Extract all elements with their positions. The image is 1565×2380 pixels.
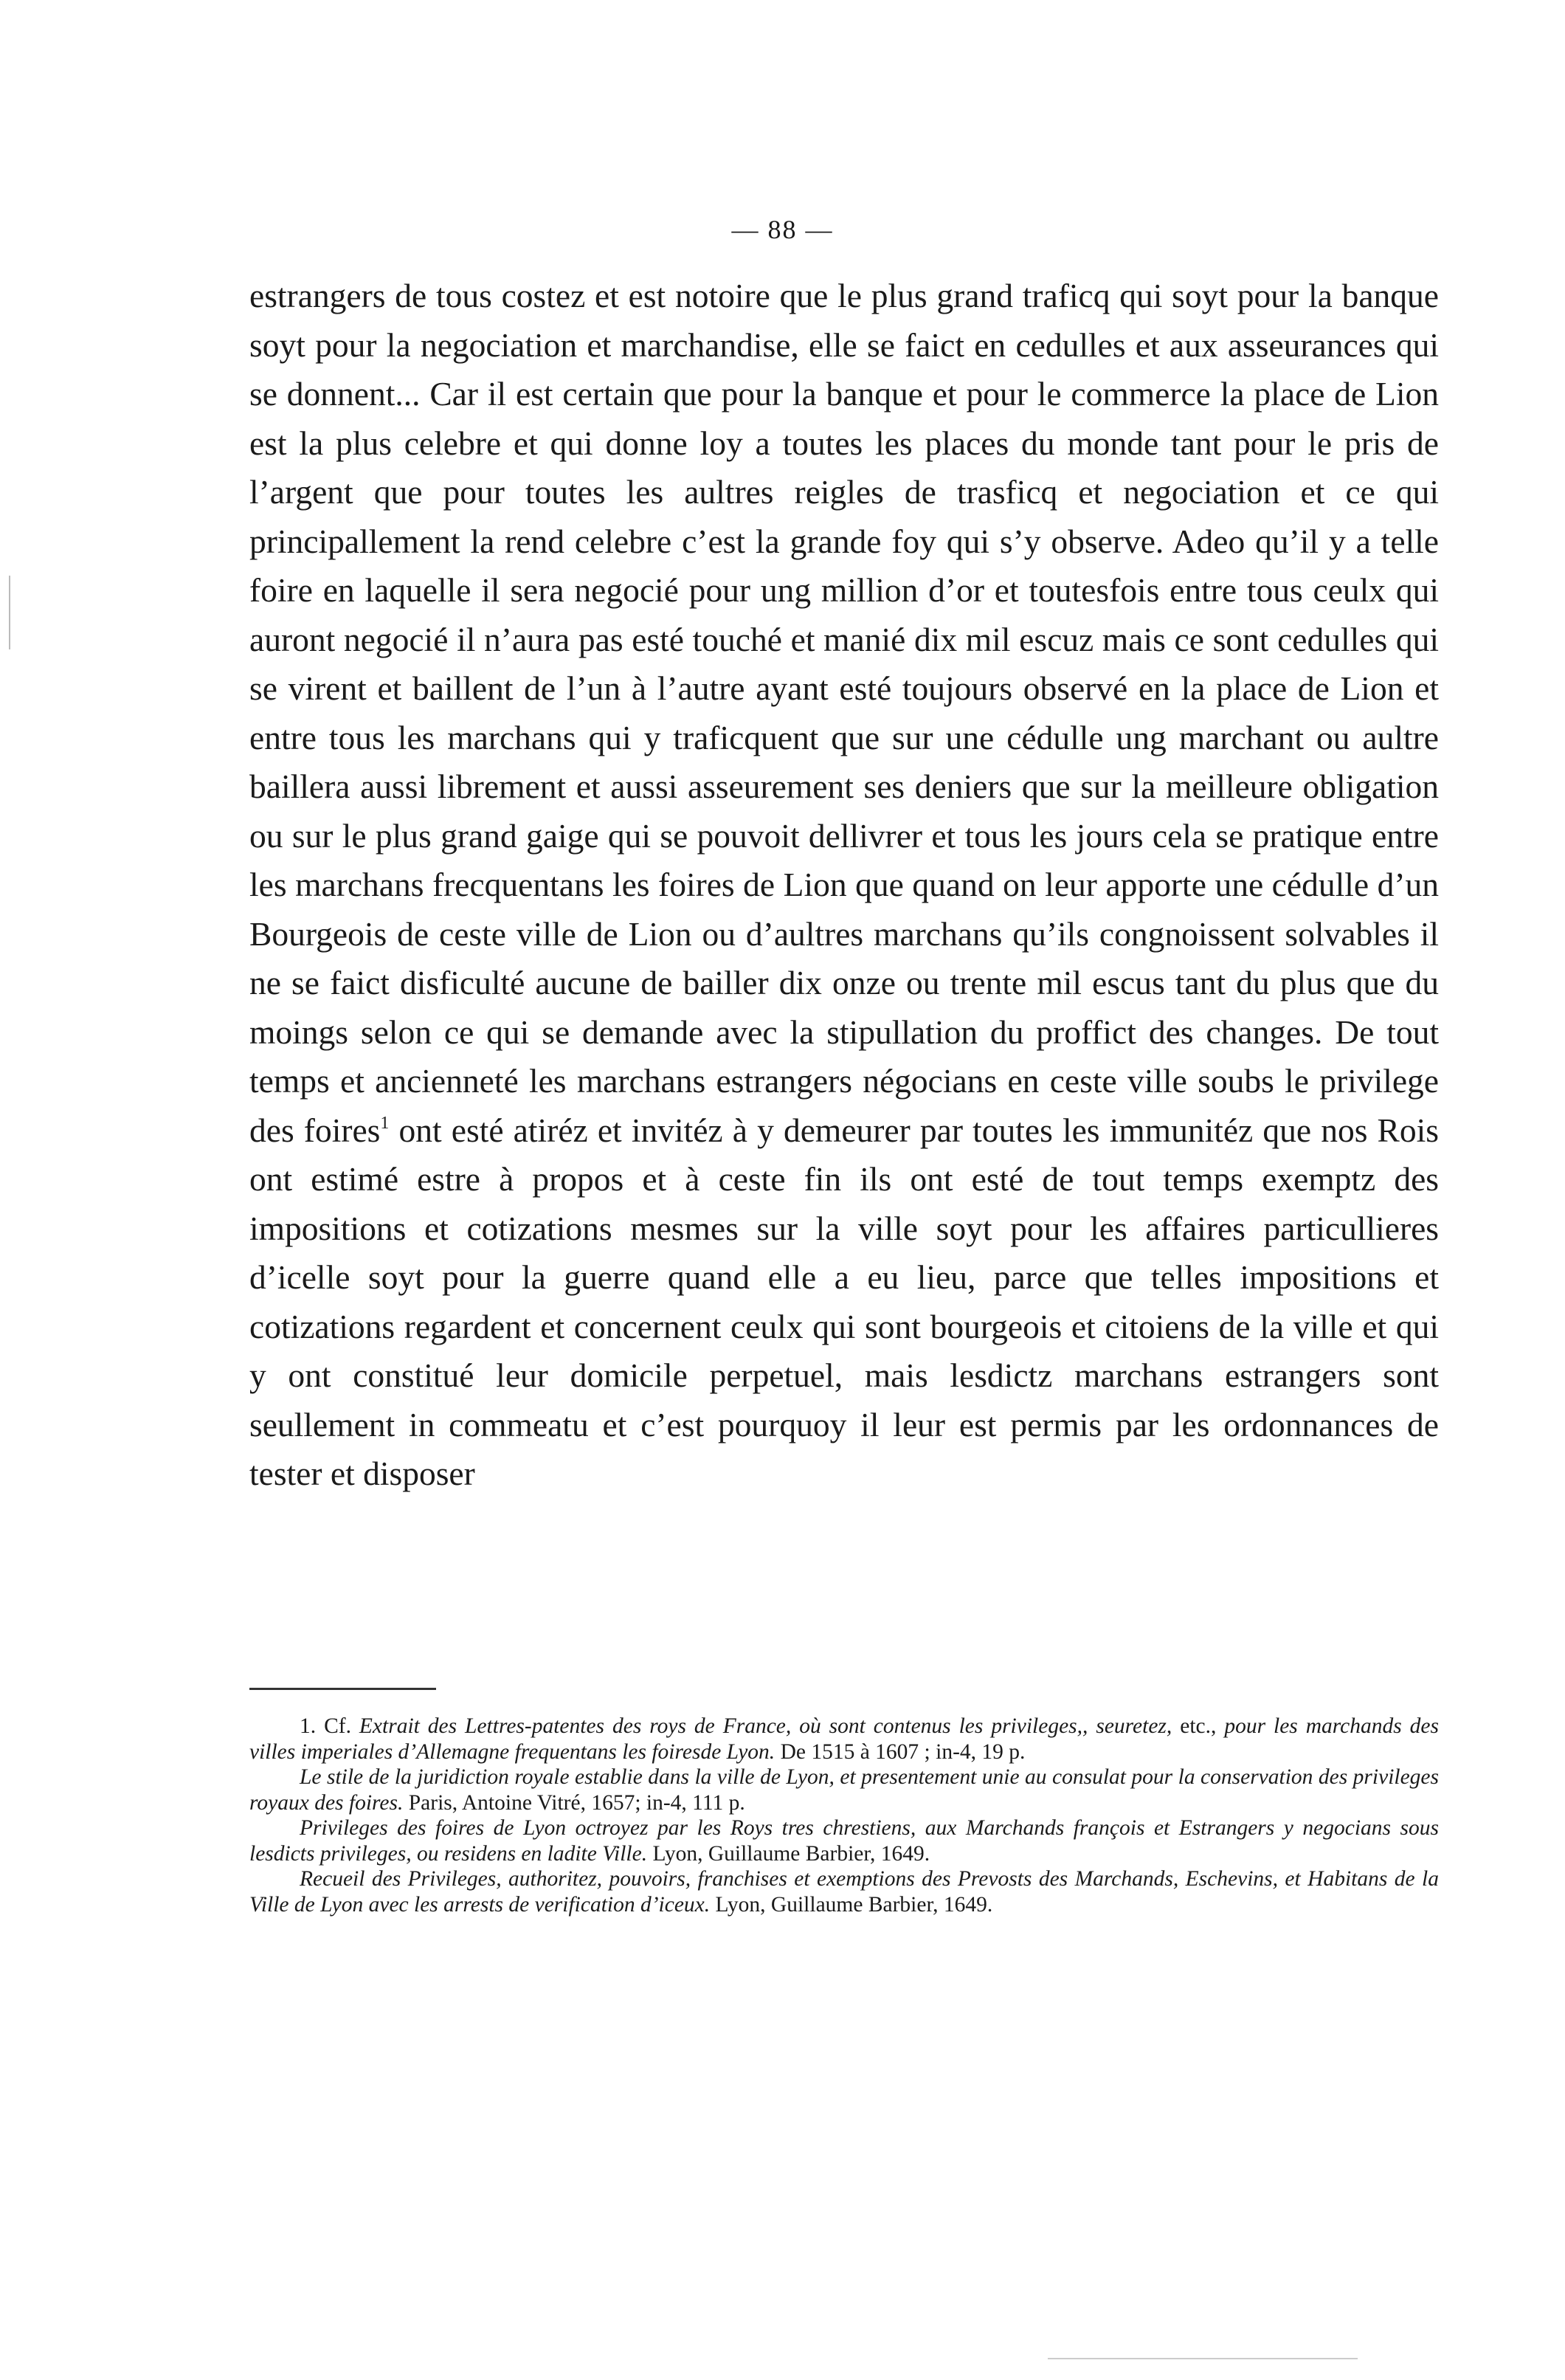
main-text-part-1: estrangers de tous costez et est notoire que le plus grand traficq qui soyt pour la banque soyt pour la negociation et marchandise, elle se faict en cedulles et aux asseurances qui se donnent... Car il est certain que pour la banque et pour le commerce la place de Lion est la plus celebre et qui donne loy a toutes les places du monde tant pour le pris de l’argent que pour toutes les aultres reigles de trasficq et negociation et ce qui principallement la rend celebre c’est la grande foy qui s’y observe. Adeo qu’il y a telle foire en laquelle il sera negocié pour ung million d’or et toutesfois entre tous ceulx qui auront negocié il n’aura pas esté touché et manié dix mil escuz mais ce sont cedulles qui se virent et baillent de l’un à l’autre ayant esté toujours observé en la place de Lion et entre tous les marchans qui y traficquent que sur une cédulle ung marchant ou aultre baillera aussi librement et aussi asseurement ses deniers que sur la meilleure obligation ou sur le plus grand gaige qui se pouvoit dellivrer et tous les jours cela se pratique entre les marchans frecquentans les foires de Lion que quand on leur apporte une cédulle d’un Bourgeois de ceste ville de Lion ou d’aultres marchans qu’ils congnoissent solvables il ne se faict disficulté aucune de bailler dix onze ou trente mil escus tant du plus que du moings selon ce qui se demande avec la stipullation du proffict des changes. De tout temps et ancienneté les marchans estrangers négocians en ceste ville soubs le privilege des foires [249,277,1439,1149]
footnote-separator [249,1688,436,1690]
footnote-4 [249,1866,1439,1917]
footnote-3 [249,1815,1439,1866]
footnotes [249,1714,1439,1917]
footnote-1-title: Extrait des Lettres-patentes des roys de France, où sont contenus les privileges,, seuretez, [359,1714,1172,1738]
main-paragraph [249,272,1439,1499]
footnote-4-title: Recueil des Privileges, authoritez, pouvoirs, franchises et exemptions des Prevosts des Marchands, Eschevins, et Habitans de la Ville de Lyon avec les arrests de verification d’iceux. [249,1867,1439,1917]
page-number: — 88 — [731,215,834,244]
footnote-4-rest: Lyon, Guillaume Barbier, 1649. [710,1892,993,1917]
main-text-part-2: ont esté atiréz et invitéz à y demeurer par toutes les immunitéz que nos Rois ont estimé estre à propos et à ceste fin ils ont esté de tout temps exemptz des impositions et cotizations mesmes sur la ville soyt pour les affaires particullieres d’icelle soyt pour la guerre quand elle a eu lieu, parce que telles impositions et cotizations regardent et concernent ceulx qui sont bourgeois et citoiens de la ville et qui y ont constitué leur domicile perpetuel, mais lesdictz marchans estrangers sont seullement in commeatu et c’est pourquoy il leur est permis par les ordonnances de tester et disposer [249,1111,1440,1492]
footnote-1-lead: 1. Cf. [300,1714,359,1738]
footnote-1 [249,1714,1439,1765]
footnote-2-title: Le stile de la juridiction royale establie dans la ville de Lyon, et presentement unie au consulat pour la conservation des privileges royaux des foires. [249,1765,1439,1815]
scan-mark-left-edge [9,576,10,649]
footnote-3-title: Privileges des foires de Lyon octroyez par les Roys tres chrestiens, aux Marchands françois et Estrangers y negocians sous lesdicts privileges, ou residens en ladite Ville. [249,1816,1439,1866]
footnote-2 [249,1765,1439,1815]
scan-mark-bottom-rule [1048,2358,1358,2359]
footnote-1-title-2: pour les marchands des villes imperiales d’Allemagne frequentans les foiresde Lyon. [249,1714,1440,1764]
footnote-1-mid: etc., [1172,1714,1225,1738]
footnote-reference: 1 [380,1113,390,1133]
footnote-2-rest: Paris, Antoine Vitré, 1657; in-4, 111 p. [403,1790,745,1815]
main-text [249,272,1439,1499]
footnote-3-rest: Lyon, Guillaume Barbier, 1649. [647,1841,930,1866]
footnote-1-rest: De 1515 à 1607 ; in-4, 19 p. [775,1739,1026,1764]
